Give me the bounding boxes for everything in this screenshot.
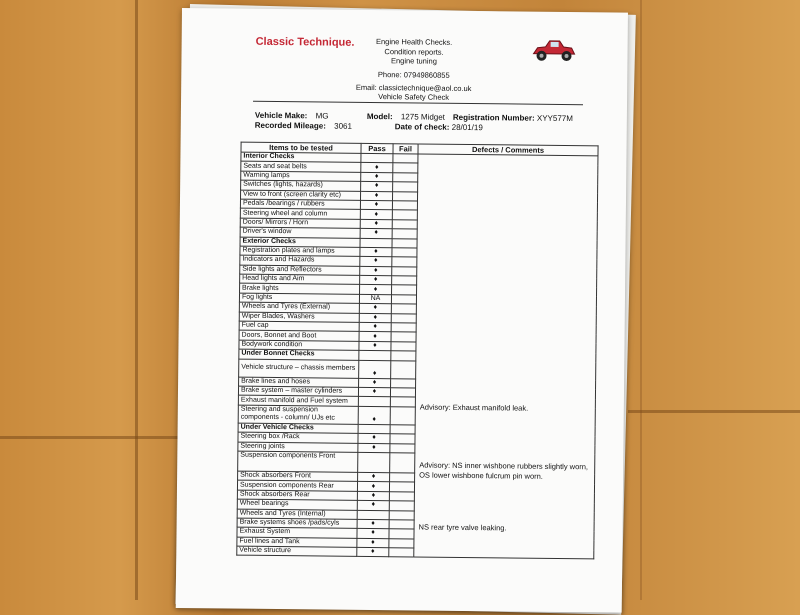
fail-cell — [391, 360, 416, 378]
item-cell: Steering box /Rack — [238, 432, 358, 443]
item-cell: Wheels and Tyres (Internal) — [237, 509, 357, 520]
fail-cell — [389, 538, 414, 548]
pass-cell: ♦ — [360, 219, 392, 229]
fail-cell — [391, 332, 416, 342]
fail-cell — [390, 453, 415, 473]
item-cell: Steering and suspension components - column/ UJs etc — [238, 405, 358, 424]
defect-comment: NS rear tyre valve leaking. — [418, 522, 507, 533]
section-heading: Interior Checks — [241, 152, 361, 163]
fail-cell — [392, 276, 417, 286]
wood-seam — [135, 0, 138, 600]
fail-cell — [392, 285, 417, 295]
fail-cell — [391, 304, 416, 314]
item-cell: Brake lines and hoses — [239, 377, 359, 388]
fail-cell — [391, 313, 416, 323]
pass-cell: ♦ — [361, 163, 393, 173]
wood-seam — [628, 410, 800, 413]
pass-cell: ♦ — [359, 304, 391, 314]
pass-cell: ♦ — [360, 210, 392, 220]
pass-cell: ♦ — [357, 500, 389, 510]
section-heading: Under Bonnet Checks — [239, 349, 359, 360]
fail-cell — [392, 191, 417, 201]
fail-cell — [390, 397, 415, 407]
defects-column — [414, 154, 598, 559]
service-line: Engine Health Checks. — [375, 37, 453, 47]
make-field — [255, 111, 329, 121]
pass-cell: ♦ — [357, 519, 389, 529]
service-line: Condition reports. — [384, 46, 444, 57]
pass-cell: ♦ — [360, 285, 392, 295]
item-cell: Head lights and Aim — [240, 274, 360, 285]
date-field — [395, 122, 483, 132]
item-cell: Steering joints — [238, 442, 358, 453]
fail-cell — [389, 520, 414, 530]
model-label: Model: — [366, 111, 393, 122]
item-cell: Vehicle structure – chassis members — [239, 359, 359, 378]
date-value: 28/01/19 — [451, 122, 483, 133]
item-cell: Wheel bearings — [237, 499, 357, 510]
fail-cell — [389, 510, 414, 520]
fail-cell — [390, 406, 415, 424]
pass-cell: ♦ — [359, 378, 391, 388]
service-line: Engine tuning — [390, 56, 437, 66]
fail-cell — [390, 434, 415, 444]
item-cell: Fuel cap — [239, 321, 359, 332]
fail-cell — [393, 182, 418, 192]
pass-cell — [358, 424, 390, 434]
fail-cell — [389, 501, 414, 511]
pass-cell: ♦ — [357, 547, 389, 557]
item-cell: Shock absorbers Front — [238, 471, 358, 482]
pass-cell: ♦ — [358, 387, 390, 397]
fail-cell — [390, 443, 415, 453]
item-cell: Vehicle structure — [237, 546, 357, 557]
pass-cell — [358, 452, 390, 472]
item-cell: Brake lights — [240, 284, 360, 295]
fail-cell — [392, 219, 417, 229]
pass-cell — [357, 510, 389, 520]
pass-cell: ♦ — [358, 443, 390, 453]
item-cell: Wiper Blades, Washers — [239, 312, 359, 323]
fail-cell — [392, 201, 417, 211]
fail-cell — [393, 163, 418, 173]
item-cell: Fog lights — [239, 293, 359, 304]
pass-cell: ♦ — [361, 172, 393, 182]
item-cell: Driver's window — [240, 227, 360, 238]
fail-cell — [391, 295, 416, 305]
defect-comment: Advisory: NS inner wishbone rubbers slightly worn, OS lower wishbone fulcrum pin worn. — [419, 460, 589, 481]
fail-cell — [389, 482, 414, 492]
reg-value: XYY577M — [536, 113, 573, 124]
item-cell: Warning lamps — [241, 171, 361, 182]
item-cell: Brake system – master cylinders — [238, 386, 358, 397]
defect-comment: Advisory: Exhaust manifold leak. — [419, 402, 529, 413]
mileage-label: Recorded Mileage: — [254, 120, 326, 131]
item-cell: Switches (lights, hazards) — [241, 180, 361, 191]
mileage-value: 3061 — [334, 121, 352, 131]
item-cell: Fuel lines and Tank — [237, 537, 357, 548]
email-line: Email: classictechnique@aol.co.uk — [355, 82, 472, 94]
item-cell: Doors, Bonnet and Boot — [239, 331, 359, 342]
model-field — [367, 112, 445, 122]
document-title: Vehicle Safety Check — [378, 92, 450, 102]
checklist-table — [236, 142, 598, 560]
fail-cell — [392, 257, 417, 267]
reg-field — [453, 113, 573, 123]
pass-cell: ♦ — [357, 491, 389, 501]
item-cell: Seats and seat belts — [241, 162, 361, 173]
brand-name: Classic Technique. — [255, 35, 355, 49]
item-cell: Suspension components Rear — [237, 480, 357, 491]
wood-seam — [640, 0, 642, 600]
item-cell: Brake systems shoes /pads/cyls — [237, 518, 357, 529]
pass-cell: ♦ — [358, 406, 390, 424]
item-cell: Side lights and Reflectors — [240, 265, 360, 276]
fail-cell — [392, 266, 417, 276]
section-heading: Under Vehicle Checks — [238, 423, 358, 434]
document-sheet — [176, 8, 628, 613]
pass-cell: ♦ — [361, 182, 393, 192]
section-heading: Exterior Checks — [240, 237, 360, 248]
item-cell: Wheels and Tyres (External) — [239, 302, 359, 313]
pass-cell: NA — [359, 294, 391, 304]
fail-cell — [392, 238, 417, 248]
phone-line: Phone: 07949860855 — [377, 69, 450, 80]
item-cell: Indicators and Hazards — [240, 255, 360, 266]
fail-cell — [393, 154, 418, 164]
fail-cell — [390, 388, 415, 398]
item-cell: Shock absorbers Rear — [237, 490, 357, 501]
fail-cell — [390, 424, 415, 434]
pass-cell — [359, 351, 391, 361]
reg-label: Registration Number: — [452, 112, 535, 123]
pass-cell: ♦ — [360, 191, 392, 201]
item-cell: Pedals /bearings / rubbers — [240, 199, 360, 210]
pass-cell: ♦ — [360, 257, 392, 267]
item-cell: Registration plates and lamps — [240, 246, 360, 257]
pass-cell — [360, 238, 392, 248]
fail-cell — [391, 342, 416, 352]
classic-car-icon — [529, 36, 577, 65]
pass-cell: ♦ — [360, 266, 392, 276]
pass-cell: ♦ — [360, 229, 392, 239]
pass-cell — [358, 397, 390, 407]
col-header-fail: Fail — [393, 144, 418, 154]
pass-cell: ♦ — [357, 482, 389, 492]
item-cell: Bodywork condition — [239, 340, 359, 351]
fail-cell — [390, 473, 415, 483]
pass-cell: ♦ — [357, 529, 389, 539]
pass-cell — [361, 153, 393, 163]
pass-cell: ♦ — [357, 538, 389, 548]
fail-cell — [392, 210, 417, 220]
mileage-field — [255, 121, 352, 131]
date-label: Date of check: — [394, 122, 450, 132]
pass-cell: ♦ — [359, 322, 391, 332]
make-value: MG — [315, 111, 329, 121]
pass-cell: ♦ — [360, 247, 392, 257]
pass-cell: ♦ — [358, 434, 390, 444]
col-header-items: Items to be tested — [241, 142, 361, 153]
pass-cell: ♦ — [360, 200, 392, 210]
item-cell: Steering wheel and column — [240, 208, 360, 219]
col-header-defects: Defects / Comments — [418, 144, 598, 156]
fail-cell — [389, 548, 414, 558]
fail-cell — [391, 323, 416, 333]
item-cell: Exhaust manifold and Fuel system — [238, 395, 358, 406]
fail-cell — [389, 491, 414, 501]
pass-cell: ♦ — [359, 341, 391, 351]
pass-cell: ♦ — [358, 472, 390, 482]
pass-cell: ♦ — [359, 360, 391, 378]
item-cell: Exhaust System — [237, 527, 357, 538]
fail-cell — [391, 351, 416, 361]
item-cell: Suspension components Front — [238, 451, 358, 472]
item-cell: Doors/ Mirrors / Horn — [240, 218, 360, 229]
col-header-pass: Pass — [361, 143, 393, 153]
fail-cell — [393, 172, 418, 182]
fail-cell — [392, 248, 417, 258]
model-value: 1275 Midget — [400, 112, 445, 122]
pass-cell: ♦ — [360, 275, 392, 285]
item-cell: View to front (screen clarity etc) — [241, 190, 361, 201]
pass-cell: ♦ — [359, 313, 391, 323]
fail-cell — [391, 378, 416, 388]
pass-cell: ♦ — [359, 332, 391, 342]
make-label: Vehicle Make: — [254, 110, 308, 121]
fail-cell — [392, 229, 417, 239]
fail-cell — [389, 529, 414, 539]
services-block — [331, 37, 496, 81]
wood-seam — [0, 436, 182, 439]
